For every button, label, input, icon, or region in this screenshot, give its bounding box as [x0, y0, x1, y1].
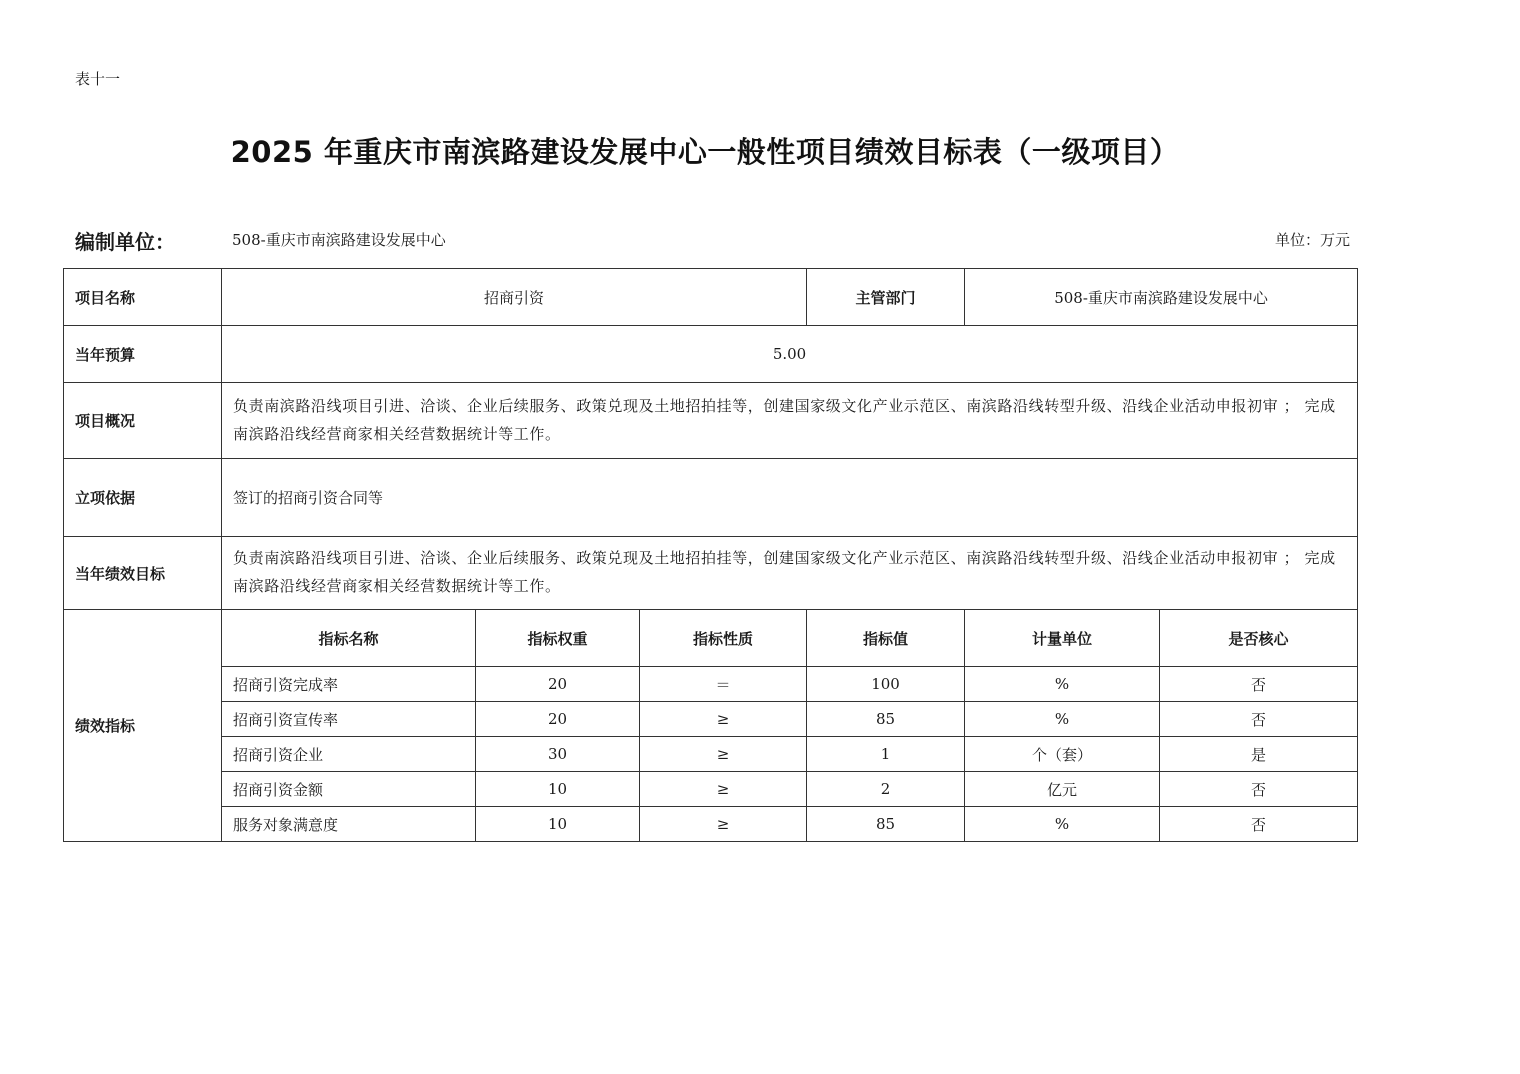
indicator-value: 1 [807, 737, 965, 772]
indicator-core: 是 [1160, 737, 1358, 772]
indicator-weight: 20 [476, 702, 640, 737]
table-row [64, 737, 1358, 772]
header-indicator-name: 指标名称 [222, 610, 476, 667]
indicator-unit: % [965, 667, 1160, 702]
budget-value: 5.00 [222, 326, 1358, 383]
indicator-nature: ≥ [640, 772, 807, 807]
budget-label: 当年预算 [64, 326, 222, 383]
indicator-value: 2 [807, 772, 965, 807]
goal-label: 当年绩效目标 [64, 537, 222, 610]
table-row [64, 702, 1358, 737]
indicator-name: 招商引资完成率 [222, 667, 476, 702]
dept-label: 主管部门 [807, 269, 965, 326]
indicator-name: 招商引资金额 [222, 772, 476, 807]
dept-value: 508-重庆市南滨路建设发展中心 [965, 269, 1358, 326]
overview-row [64, 383, 1358, 459]
indicator-name: 招商引资企业 [222, 737, 476, 772]
indicator-name: 招商引资宣传率 [222, 702, 476, 737]
header-nature: 指标性质 [640, 610, 807, 667]
indicators-label: 绩效指标 [64, 610, 222, 842]
indicator-core: 否 [1160, 667, 1358, 702]
table-row [64, 667, 1358, 702]
compiling-unit-value: 508-重庆市南滨路建设发展中心 [232, 231, 446, 249]
indicator-core: 否 [1160, 702, 1358, 737]
performance-target-table [63, 268, 1358, 842]
indicator-value: 85 [807, 807, 965, 842]
indicator-header-row [64, 610, 1358, 667]
indicator-value: 85 [807, 702, 965, 737]
indicator-core: 否 [1160, 772, 1358, 807]
indicator-weight: 10 [476, 772, 640, 807]
unit-row [75, 226, 1350, 252]
table-number: 表十一 [75, 70, 121, 88]
indicator-nature: ≥ [640, 737, 807, 772]
budget-row [64, 326, 1358, 383]
header-unit: 计量单位 [965, 610, 1160, 667]
project-name-row [64, 269, 1358, 326]
header-core: 是否核心 [1160, 610, 1358, 667]
indicator-value: 100 [807, 667, 965, 702]
indicator-nature: ≥ [640, 702, 807, 737]
overview-label: 项目概况 [64, 383, 222, 459]
indicator-core: 否 [1160, 807, 1358, 842]
project-name-label: 项目名称 [64, 269, 222, 326]
indicator-unit: 亿元 [965, 772, 1160, 807]
header-weight: 指标权重 [476, 610, 640, 667]
indicator-weight: 10 [476, 807, 640, 842]
indicator-unit: % [965, 807, 1160, 842]
table-row [64, 807, 1358, 842]
project-name-value: 招商引资 [222, 269, 807, 326]
indicator-weight: 20 [476, 667, 640, 702]
indicator-name: 服务对象满意度 [222, 807, 476, 842]
overview-value: 负责南滨路沿线项目引进、洽谈、企业后续服务、政策兑现及土地招拍挂等，创建国家级文化产业示范区、南滨路沿线转型升级、沿线企业活动申报初审 ； 完成南滨路沿线经营商家相关经营数据统计等工作。 [222, 383, 1358, 459]
table-row [64, 772, 1358, 807]
indicator-nature: ≥ [640, 807, 807, 842]
goal-row [64, 537, 1358, 610]
basis-row [64, 459, 1358, 537]
document-title: 2025 年重庆市南滨路建设发展中心一般性项目绩效目标表（一级项目） [230, 135, 1180, 169]
basis-label: 立项依据 [64, 459, 222, 537]
goal-value: 负责南滨路沿线项目引进、洽谈、企业后续服务、政策兑现及土地招拍挂等，创建国家级文化产业示范区、南滨路沿线转型升级、沿线企业活动申报初审 ； 完成南滨路沿线经营商家相关经营数据统计等工作。 [222, 537, 1358, 610]
header-value: 指标值 [807, 610, 965, 667]
compiling-unit-label: 编制单位： [75, 230, 175, 254]
currency-unit: 单位：万元 [1274, 231, 1350, 249]
indicator-nature: ＝ [640, 667, 807, 702]
indicator-unit: % [965, 702, 1160, 737]
indicator-weight: 30 [476, 737, 640, 772]
basis-value: 签订的招商引资合同等 [222, 459, 1358, 537]
indicator-unit: 个（套） [965, 737, 1160, 772]
